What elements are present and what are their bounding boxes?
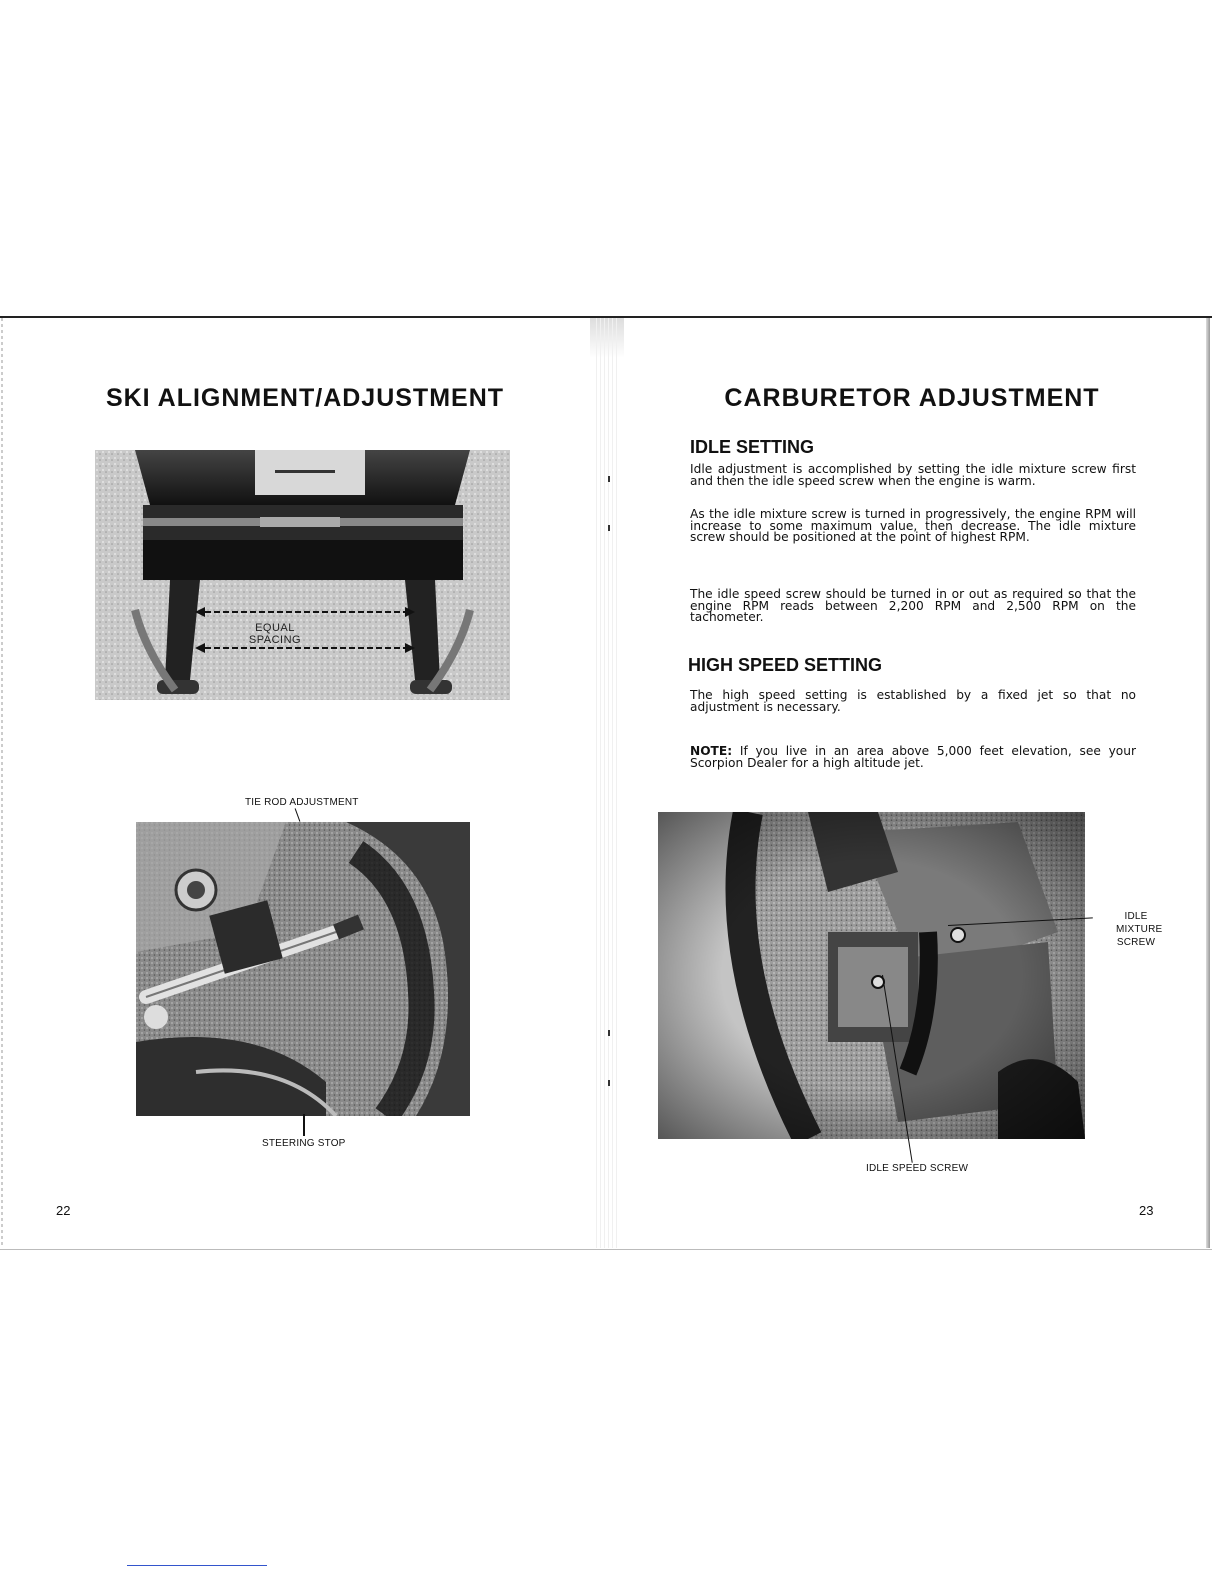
carburetor-photo: [658, 812, 1085, 1139]
page-number-right: 23: [1139, 1203, 1154, 1218]
overlay-line-1: EQUAL: [255, 622, 295, 634]
overlay-line-2: SPACING: [248, 634, 302, 646]
binding-mark: [608, 525, 610, 531]
equal-spacing-label: [245, 622, 305, 646]
idle-paragraph-1: Idle adjustment is accomplished by setting the idle mixture screw first and then the idle speed screw when the engine is warm.: [690, 462, 1136, 488]
tie-rod-leader: [295, 808, 301, 821]
left-page-title: SKI ALIGNMENT/ADJUSTMENT: [105, 384, 505, 412]
idle-setting-heading: IDLE SETTING: [690, 437, 815, 457]
label-line-3: SCREW: [1116, 937, 1156, 948]
right-page-title: CARBURETOR ADJUSTMENT: [724, 384, 1100, 412]
binding-mark: [608, 476, 610, 482]
high-speed-paragraph: The high speed setting is established by a fixed jet so that no adjustment is necessary.: [690, 688, 1136, 714]
idle-paragraph-3: The idle speed screw should be turned in or out as required so that the engine RPM reads between 2,200 RPM and 2,500 RPM on the tachometer.: [690, 587, 1136, 625]
idle-speed-screw-caption: IDLE SPEED SCREW: [866, 1163, 969, 1174]
label-line-1: IDLE: [1124, 911, 1148, 922]
right-page-edge: [1206, 318, 1210, 1248]
note-text: If you live in an area above 5,000 feet elevation, see your Scorpion Dealer for a high altitude jet.: [690, 744, 1137, 770]
footer-rule: [127, 1565, 267, 1566]
spread-bottom-edge: [0, 1249, 1212, 1250]
idle-paragraph-2: As the idle mixture screw is turned in progressively, the engine RPM will increase to some maximum value, then decrease. The idle mixture screw should be positioned at the point of highest RPM.: [690, 507, 1136, 545]
tie-rod-caption: TIE ROD ADJUSTMENT: [245, 797, 359, 808]
steering-stop-caption: STEERING STOP: [262, 1138, 346, 1149]
note-label: NOTE:: [690, 744, 733, 758]
steering-photo: [136, 822, 470, 1116]
book-gutter: [596, 318, 618, 1248]
steering-stop-leader: [303, 1114, 305, 1136]
note-paragraph: [690, 746, 1136, 769]
high-speed-heading: HIGH SPEED SETTING: [688, 655, 883, 675]
idle-mixture-screw-label: [1116, 910, 1163, 949]
binding-mark: [608, 1030, 610, 1036]
label-line-2: MIXTURE: [1116, 924, 1163, 935]
ski-alignment-photo: [95, 450, 510, 700]
binding-mark: [608, 1080, 610, 1086]
page-number-left: 22: [56, 1203, 71, 1218]
left-page-edge: [1, 318, 3, 1248]
